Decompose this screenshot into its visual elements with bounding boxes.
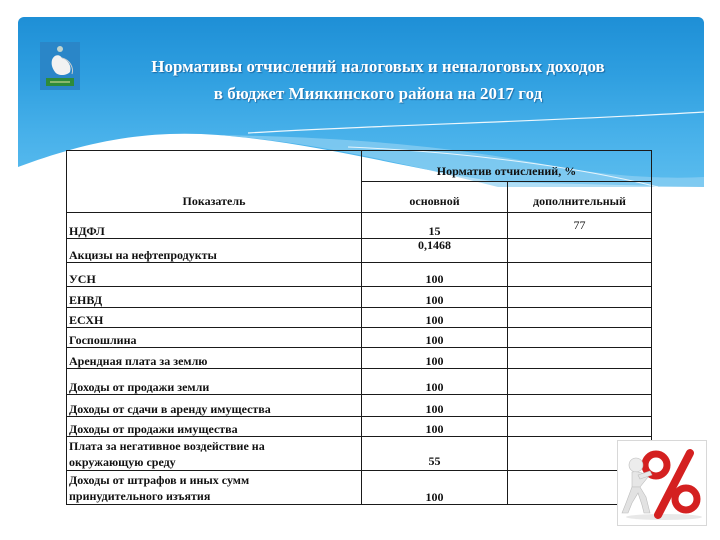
row-name: Акцизы на нефтепродукты [67,239,362,263]
row-name: УСН [67,263,362,287]
row-additional [508,328,652,348]
row-name: Доходы от продажи земли [67,369,362,395]
person-pushing-percent-icon [618,441,706,525]
col-header-main-label: основной [409,194,460,208]
row-name: Плата за негативное воздействие на окружающую среду [67,437,362,471]
table-row [67,437,652,471]
row-main: 0,1468 [362,239,508,263]
row-additional [508,395,652,417]
falcon-icon [40,42,80,90]
table-row [67,308,652,328]
row-additional [508,263,652,287]
row-main: 100 [362,395,508,417]
row-main: 100 [362,369,508,395]
coat-of-arms-logo [40,42,80,90]
table-row [67,287,652,308]
row-name: НДФЛ [67,213,362,239]
table-row [67,263,652,287]
title-line-1: Нормативы отчислений налоговых и неналоговых доходов [151,57,605,76]
table-row [67,328,652,348]
row-additional [508,417,652,437]
table-row [67,471,652,505]
table-row [67,369,652,395]
row-main: 100 [362,263,508,287]
table-row [67,348,652,369]
row-name: Доходы от сдачи в аренду имущества [67,395,362,417]
row-additional [508,308,652,328]
col-header-group-label: Норматив отчислений, % [436,164,577,178]
table-row [67,395,652,417]
row-additional [508,369,652,395]
row-additional [508,287,652,308]
norms-table [66,150,652,505]
row-additional [508,239,652,263]
col-header-additional-label: дополнительный [533,194,626,208]
row-name: Госпошлина [67,328,362,348]
row-name: Доходы от штрафов и иных сумм принудительного изъятия [67,471,362,505]
row-name: ЕНВД [67,287,362,308]
percent-illustration [617,440,707,526]
row-name: Арендная плата за землю [67,348,362,369]
col-header-additional [508,182,652,213]
col-header-indicator-label: Показатель [182,194,246,208]
title-line-2: в бюджет Миякинского района на 2017 год [213,84,543,103]
table-row [67,239,652,263]
row-main: 100 [362,471,508,505]
row-name: ЕСХН [67,308,362,328]
page-title [78,53,678,107]
col-header-group [362,151,652,182]
row-main: 55 [362,437,508,471]
col-header-indicator [67,151,362,213]
row-main: 100 [362,308,508,328]
row-main: 100 [362,328,508,348]
row-additional [508,348,652,369]
col-header-main [362,182,508,213]
row-main: 15 [362,213,508,239]
table-row [67,213,652,239]
row-additional: 77 [508,213,652,239]
table-row [67,417,652,437]
row-main: 100 [362,417,508,437]
row-name: Доходы от продажи имущества [67,417,362,437]
row-main: 100 [362,287,508,308]
row-main: 100 [362,348,508,369]
